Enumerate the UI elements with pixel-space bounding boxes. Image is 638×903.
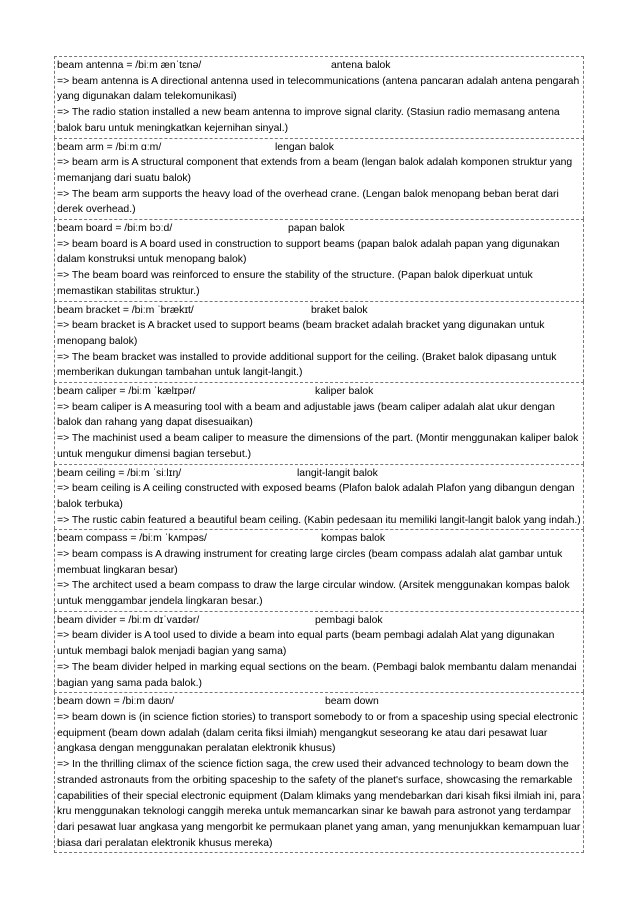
glossary-page [54, 56, 584, 853]
entry-definition: => beam ceiling is A ceiling constructed with exposed beams (Plafon balok adalah Plafon yang dibangun dengan balok terbuka) [57, 483, 575, 510]
entry-term: beam down = /biːm daʊn/ [57, 696, 175, 708]
entry-header [57, 531, 581, 547]
entry-definition: => beam compass is A drawing instrument for creating large circles (beam compass adalah alat gambar untuk membuat lingkaran besar) [57, 548, 563, 576]
entry-beam-down [54, 692, 584, 853]
entry-header [57, 58, 581, 74]
entry-definition: => beam divider is A tool used to divide a beam into equal parts (beam pembagi adalah Alat yang digunakan untuk membagi balok menjadi bagian yang sama) [57, 630, 555, 658]
entry-definition: => beam arm is A structural component that extends from a beam (lengan balok adalah komponen struktur yang memanjang dari suatu balok) [57, 157, 573, 184]
entry-term: beam board = /biːm bɔːd/ [57, 223, 173, 234]
entry-definition: => beam board is A board used in construction to support beams (papan balok adalah papan yang digunakan dalam konstruksi untuk menopang balok) [57, 238, 560, 266]
entry-beam-board [54, 219, 584, 301]
entry-example: => The beam bracket was installed to provide additional support for the ceiling. (Braket balok dipasang untuk memberikan dukungan tambahan untuk langit-langit.) [57, 351, 557, 379]
entry-beam-caliper [54, 382, 584, 464]
entry-beam-arm [54, 138, 584, 220]
entry-translation: pembagi balok [315, 614, 383, 626]
entry-translation: papan balok [288, 223, 345, 234]
entry-beam-antenna [54, 56, 584, 138]
entry-definition: => beam antenna is A directional antenna used in telecommunications (antena pancaran adalah antena pengarah yang digunakan dalam telekomunikasi) [57, 75, 580, 103]
entry-header [57, 303, 581, 319]
entry-header [57, 140, 581, 156]
entry-translation: langit-langit balok [297, 467, 378, 479]
entry-translation: lengan balok [275, 141, 334, 153]
entry-definition: => beam down is (in science fiction stories) to transport somebody to or from a spaceship using special electronic equipment (beam down adalah (dalam cerita fiksi ilmiah) mengangkut seseorang ke atau dari pesawat luar angkasa dengan menggunakan peralatan elektronik khusus) [57, 711, 578, 755]
entry-term: beam arm = /biːm ɑːm/ [57, 141, 162, 153]
entry-definition: => beam bracket is A bracket used to support beams (beam bracket adalah bracket yang digunakan untuk menopang balok) [57, 320, 545, 347]
entry-term: beam caliper = /biːm ˈkælɪpər/ [57, 386, 196, 397]
entry-beam-divider [54, 611, 584, 693]
entry-beam-bracket [54, 301, 584, 383]
entry-header [57, 384, 581, 400]
entry-example: => The rustic cabin featured a beautiful beam ceiling. (Kabin pedesaan itu memiliki langit-langit balok yang indah.) [57, 514, 581, 526]
entry-translation: braket balok [311, 304, 368, 316]
entry-definition: => beam caliper is A measuring tool with a beam and adjustable jaws (beam caliper adalah alat ukur dengan balok dan rahang yang dapat disesuaikan) [57, 401, 555, 429]
entry-translation: kompas balok [321, 533, 386, 545]
entry-term: beam compass = /biːm ˈkʌmpəs/ [57, 533, 207, 545]
entry-header [57, 466, 581, 482]
entry-translation: antena balok [331, 60, 391, 71]
entry-header [57, 221, 581, 237]
entry-term: beam antenna = /biːm ænˈtɛnə/ [57, 60, 202, 71]
entry-term: beam divider = /biːm dɪˈvaɪdər/ [57, 614, 200, 626]
entry-example: => The radio station installed a new beam antenna to improve signal clarity. (Stasiun radio memasang antena balok baru untuk meningkatkan kejernihan sinyal.) [57, 107, 560, 134]
entry-example: => The machinist used a beam caliper to measure the dimensions of the part. (Montir menggunakan kaliper balok untuk mengukur dimensi bagian tersebut.) [57, 433, 579, 460]
entry-term: beam ceiling = /biːm ˈsiːlɪŋ/ [57, 467, 182, 479]
entry-beam-ceiling [54, 464, 584, 530]
entry-translation: beam down [325, 696, 379, 708]
entry-example: => The beam divider helped in marking equal sections on the beam. (Pembagi balok membantu dalam menandai bagian yang sama pada balok.) [57, 661, 577, 689]
entry-example: => In the thrilling climax of the science fiction saga, the crew used their advanced technology to beam down the stranded astronauts from the orbiting spaceship to the safety of the planet's surface, showcasing the remarkable capabilities of their special electronic equipment (Dalam klimaks yang mendebarkan dari kisah fiksi ilmiah ini, para kru menggunakan teknologi canggih mereka untuk memancarkan sinar ke bawah para astronot yang terdampar dari pesawat luar angkasa yang mengorbit ke permukaan planet yang aman, yang menunjukkan kemampuan luar biasa dari peralatan elektronik khusus mereka) [57, 759, 581, 849]
entry-header [57, 694, 581, 710]
entry-term: beam bracket = /biːm ˈbrækɪt/ [57, 304, 194, 316]
entry-example: => The beam board was reinforced to ensure the stability of the structure. (Papan balok diperkuat untuk memastikan stabilitas struktur.) [57, 270, 533, 297]
entry-translation: kaliper balok [315, 386, 374, 397]
entry-example: => The beam arm supports the heavy load of the overhead crane. (Lengan balok menopang beban berat dari derek overhead.) [57, 188, 559, 216]
entry-beam-compass [54, 529, 584, 611]
entry-header [57, 613, 581, 629]
entry-example: => The architect used a beam compass to draw the large circular window. (Arsitek menggunakan kompas balok untuk menggambar jendela lingkaran besar.) [57, 580, 570, 608]
